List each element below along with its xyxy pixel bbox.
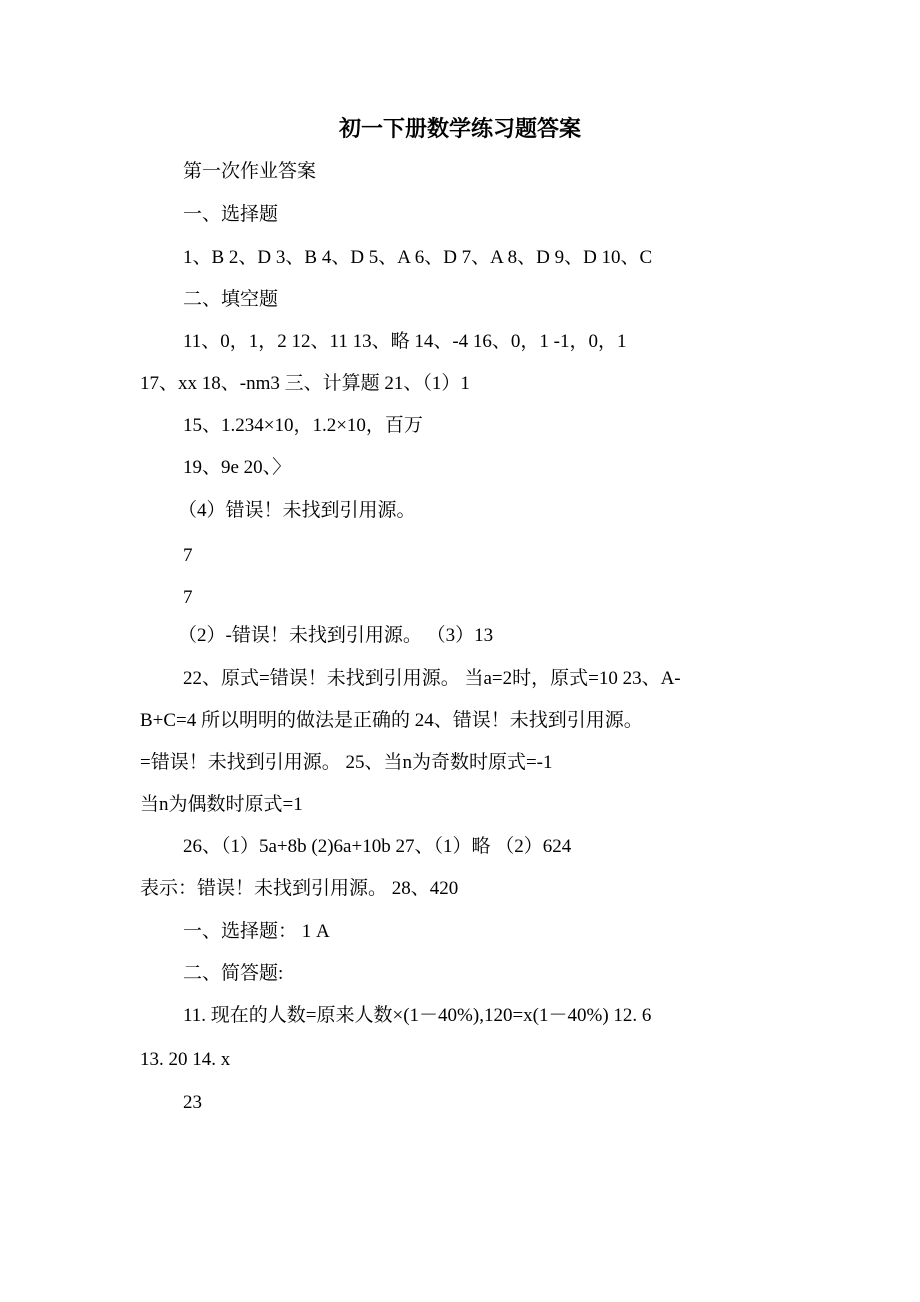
- text-line: =错误！未找到引用源。 25、当n为奇数时原式=-1: [140, 752, 553, 773]
- text-line: 22、原式=错误！未找到引用源。 当a=2时，原式=10 23、A-: [183, 668, 681, 689]
- text-line: B+C=4 所以明明的做法是正确的 24、错误！未找到引用源。: [140, 710, 643, 731]
- text-line: （2）-错误！未找到引用源。 （3）13: [178, 625, 494, 646]
- subsection-heading: 一、选择题： 1 A: [183, 921, 330, 942]
- subsection-heading: 一、选择题: [183, 204, 279, 225]
- section-heading: 第一次作业答案: [183, 161, 317, 182]
- subsection-heading: 二、填空题: [183, 289, 279, 310]
- text-line: 11. 现在的人数=原来人数×(1－40%),120=x(1－40%) 12. 6: [183, 1005, 652, 1026]
- text-line: 17、xx 18、-nm3 三、计算题 21、（1）1: [140, 373, 470, 394]
- text-line: 19、9e 20、〉: [183, 457, 292, 478]
- text-line: 13. 20 14. x: [140, 1049, 231, 1070]
- text-line: 7: [183, 587, 193, 608]
- subsection-heading: 二、简答题:: [183, 963, 284, 984]
- document-title: 初一下册数学练习题答案: [338, 116, 581, 141]
- text-line: 7: [183, 545, 193, 566]
- text-line: 26、（1）5a+8b (2)6a+10b 27、（1）略 （2）624: [183, 836, 572, 857]
- text-line: 1、B 2、D 3、B 4、D 5、A 6、D 7、A 8、D 9、D 10、C: [183, 247, 653, 268]
- text-line: 15、1.234×10，1.2×10，百万: [183, 415, 423, 436]
- text-line: （4）错误！未找到引用源。: [178, 500, 416, 521]
- text-line: 当n为偶数时原式=1: [140, 794, 303, 815]
- text-line: 11、0，1，2 12、11 13、略 14、-4 16、0，1 -1，0，1: [183, 331, 627, 352]
- text-line: 23: [183, 1092, 202, 1113]
- text-line: 表示：错误！未找到引用源。 28、420: [140, 878, 459, 899]
